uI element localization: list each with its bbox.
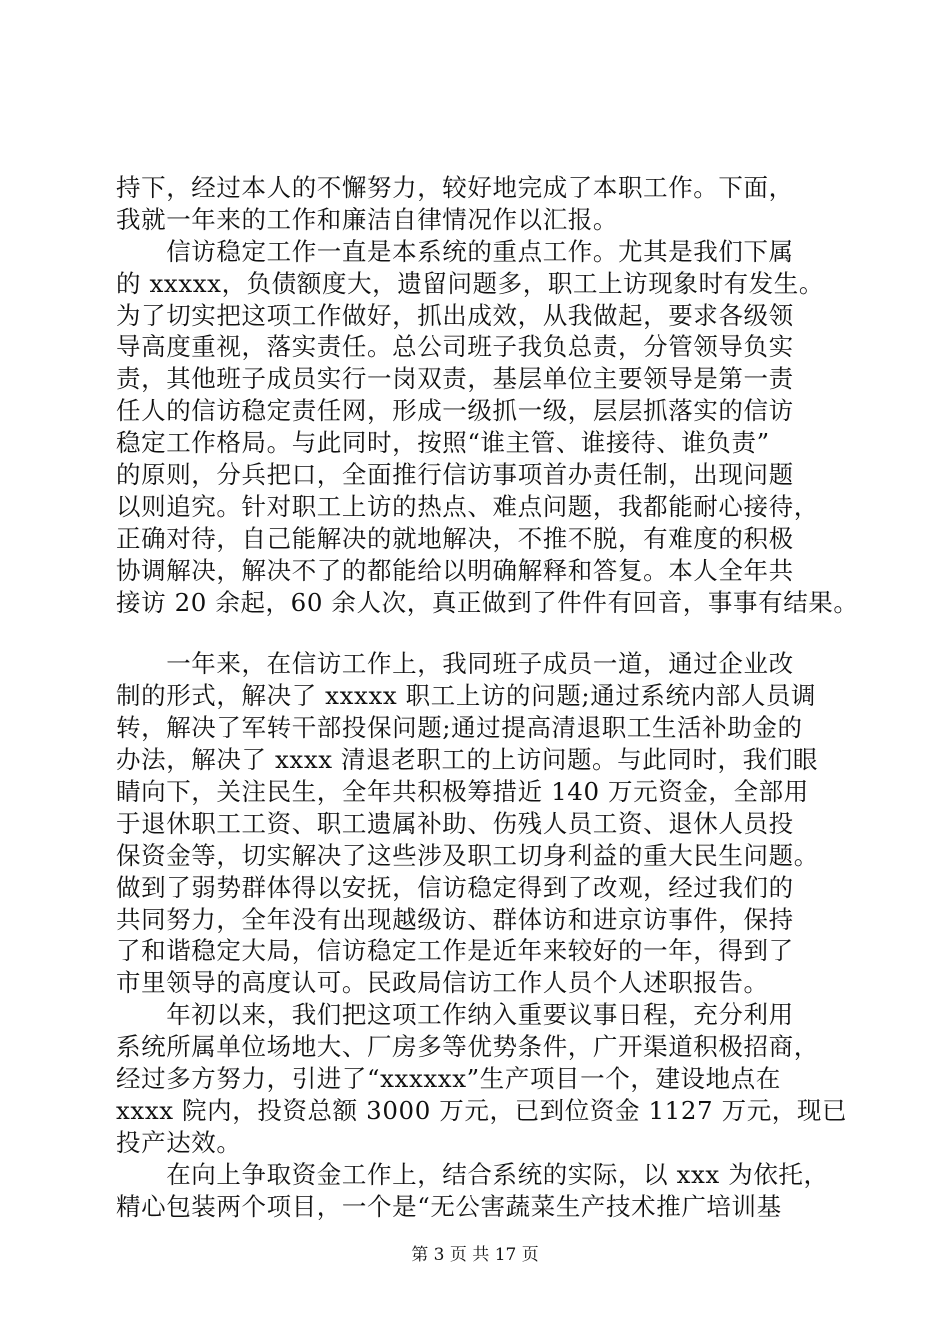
text-line: 在向上争取资金工作上，结合系统的实际，以 xxx 为依托，	[116, 1159, 829, 1189]
text-line: 任人的信访稳定责任网，形成一级抓一级，层层抓落实的信访	[116, 396, 794, 426]
text-line: 了和谐稳定大局，信访稳定工作是近年来较好的一年，得到了	[116, 936, 794, 966]
page-footer: 第 3 页 共 17 页	[411, 1245, 539, 1265]
text-line: 正确对待，自己能解决的就地解决，不推不脱，有难度的积极	[116, 523, 794, 553]
text-line: xxxx 院内，投资总额 3000 万元，已到位资金 1127 万元，现已	[116, 1095, 848, 1125]
text-line: 接访 20 余起，60 余人次，真正做到了件件有回音，事事有结果。	[116, 587, 859, 617]
text-line: 我就一年来的工作和廉洁自律情况作以汇报。	[116, 204, 618, 234]
text-line: 于退休职工工资、职工遗属补助、伤残人员工资、退休人员投	[116, 808, 794, 838]
text-block-petition-work	[116, 172, 859, 618]
text-line: 以则追究。针对职工上访的热点、难点问题，我都能耐心接待，	[116, 491, 819, 521]
paragraph-gap	[116, 618, 856, 648]
document-body	[116, 172, 859, 1223]
text-line: 责，其他班子成员实行一岗双责，基层单位主要领导是第一责	[116, 364, 794, 394]
text-line: 导高度重视，落实责任。总公司班子我负总责，分管领导负实	[116, 332, 794, 362]
text-line: 稳定工作格局。与此同时，按照“谁主管、谁接待、谁负责”	[116, 428, 770, 458]
text-line: 做到了弱势群体得以安抚，信访稳定得到了改观，经过我们的	[116, 872, 794, 902]
text-line: 为了切实把这项工作做好，抓出成效，从我做起，要求各级领	[116, 300, 794, 330]
text-line: 制的形式，解决了 xxxxx 职工上访的问题;通过系统内部人员调	[116, 681, 817, 711]
text-line: 保资金等，切实解决了这些涉及职工切身利益的重大民生问题。	[116, 840, 819, 870]
text-line: 精心包装两个项目，一个是“无公害蔬菜生产技术推广培训基	[116, 1191, 782, 1221]
text-line: 的原则，分兵把口，全面推行信访事项首办责任制，出现问题	[116, 460, 794, 490]
text-line: 的 xxxxx，负债额度大，遗留问题多，职工上访现象时有发生。	[116, 268, 824, 298]
text-block-results	[116, 648, 856, 1222]
text-line: 投产达效。	[116, 1127, 242, 1157]
text-line: 一年来，在信访工作上，我同班子成员一道，通过企业改	[116, 649, 794, 679]
text-line: 转，解决了军转干部投保问题;通过提高清退职工生活补助金的	[116, 713, 803, 743]
text-line: 睛向下，关注民生，全年共积极筹措近 140 万元资金，全部用	[116, 777, 809, 807]
text-line: 市里领导的高度认可。民政局信访工作人员个人述职报告。	[116, 968, 769, 998]
text-line: 共同努力，全年没有出现越级访、群体访和进京访事件，保持	[116, 904, 794, 934]
text-line: 持下，经过本人的不懈努力，较好地完成了本职工作。下面，	[116, 173, 794, 202]
text-line: 系统所属单位场地大、厂房多等优势条件，广开渠道积极招商，	[116, 1032, 819, 1062]
text-line: 年初以来，我们把这项工作纳入重要议事日程，充分利用	[116, 1000, 794, 1030]
text-line: 信访稳定工作一直是本系统的重点工作。尤其是我们下属	[116, 236, 794, 266]
text-line: 办法，解决了 xxxx 清退老职工的上访问题。与此同时，我们眼	[116, 745, 818, 775]
text-line: 经过多方努力，引进了“xxxxxx”生产项目一个，建设地点在	[116, 1064, 781, 1094]
text-line: 协调解决，解决不了的都能给以明确解释和答复。本人全年共	[116, 555, 794, 585]
